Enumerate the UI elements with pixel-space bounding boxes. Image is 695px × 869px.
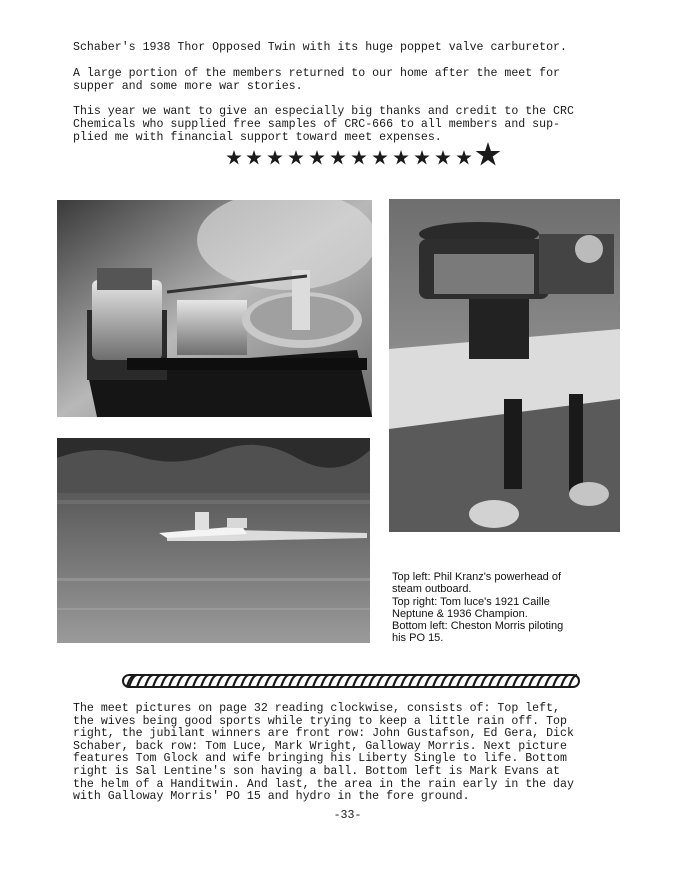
star-icon <box>372 150 387 164</box>
caption-line: Top left: Phil Kranz's powerhead of <box>392 571 562 583</box>
photo-hydroplane-on-water <box>57 438 370 643</box>
paragraph-schaber: Schaber's 1938 Thor Opposed Twin with its huge poppet valve carburetor. <box>73 41 567 54</box>
paragraph-returned-home: A large portion of the members returned to our home after the meet for supper and some more war stories. <box>73 67 561 93</box>
paragraph-crc-thanks: This year we want to give an especially big thanks and credit to the CRC Chemicals who supplied free samples of CRC-666 to all members and sup- plied me with financial support toward meet expenses. <box>73 105 574 144</box>
caption-line: steam outboard. <box>392 583 472 596</box>
star-icon <box>351 150 366 164</box>
star-icon <box>393 150 408 164</box>
photo-caption <box>392 571 632 645</box>
page-number: -33- <box>333 809 362 822</box>
star-icon <box>414 150 429 164</box>
photo-steam-outboard-powerhead <box>57 200 372 417</box>
large-star-icon <box>476 142 501 166</box>
caption-line: Top right: Tom luce's 1921 Caille <box>392 595 550 608</box>
star-icon <box>456 150 471 164</box>
star-icon <box>246 150 261 164</box>
photo-caille-neptune-outboard <box>389 199 620 532</box>
paragraph-meet-pictures: The meet pictures on page 32 reading clockwise, consists of: Top left, the wives being good sports while trying to keep a little rain off. Top right, the jubilant winners are front row: John Gustafson, Ed Gera, Dick Schaber, back row: Tom Luce, Mark Wright, Galloway Morris. Next picture features Tom Glock and wife bringing his Liberty Single to life. Bottom right is Sal Lentine's son having a ball. Bottom left is Mark Evans at the helm of a Handitwin. And last, the area in the rain early in the day with Galloway Morris' PO 15 and hydro in the fore ground. <box>73 702 574 804</box>
star-icon <box>309 150 324 164</box>
star-icon <box>226 150 241 164</box>
star-icon <box>330 150 345 164</box>
caption-line: Bottom left: Cheston Morris piloting <box>392 620 564 633</box>
rope-divider <box>121 672 581 690</box>
caption-line: his PO 15. <box>392 632 444 645</box>
star-divider <box>222 138 512 170</box>
caption-line: Neptune & 1936 Champion. <box>392 607 528 620</box>
star-icon <box>267 150 282 164</box>
star-icon <box>288 150 303 164</box>
star-icon <box>435 150 450 164</box>
